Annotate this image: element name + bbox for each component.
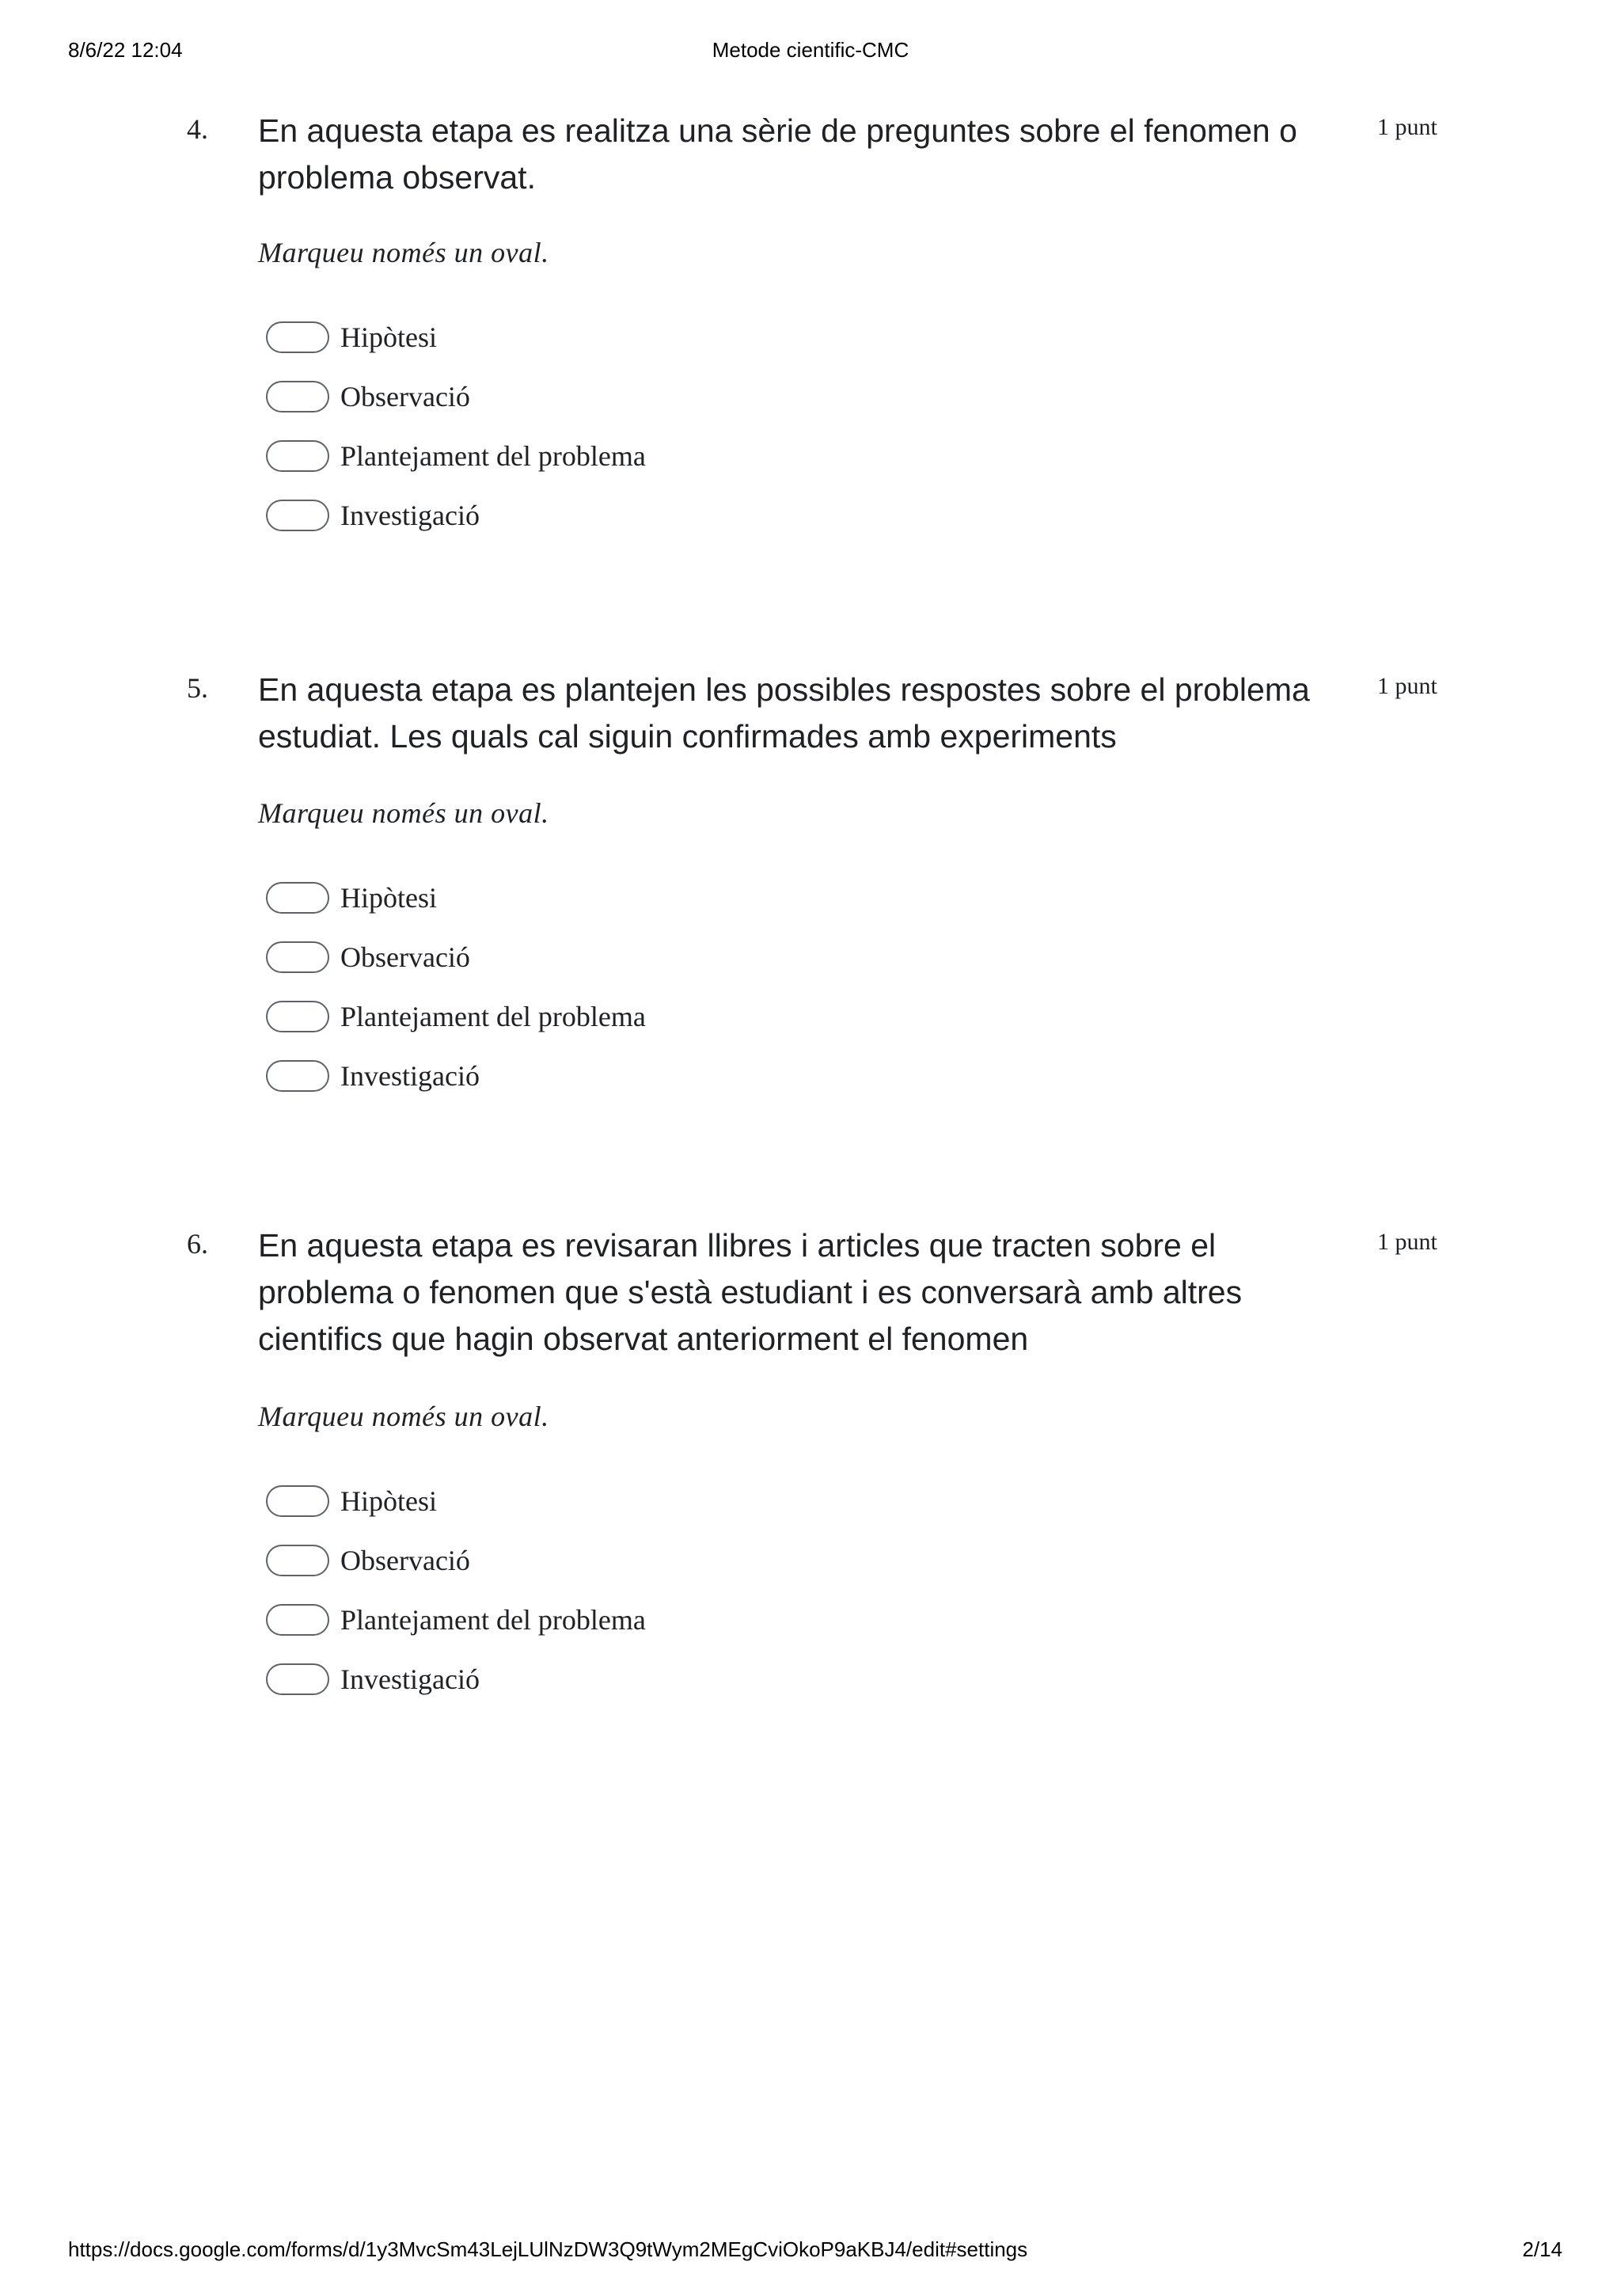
option-label: Observació [340, 1544, 470, 1576]
radio-oval[interactable] [266, 1001, 329, 1032]
print-page-number: 2/14 [1522, 2237, 1562, 2261]
question-number: 5. [187, 672, 208, 704]
option-label: Observació [340, 380, 470, 412]
question-text: En aquesta etapa es plantejen les possibles respostes sobre el problema estudiat. Les quals cal siguin confirmades amb experiments [258, 671, 1310, 755]
question-6 [0, 1222, 1621, 1721]
option-plantejament[interactable] [266, 1590, 646, 1649]
option-label: Hipòtesi [340, 1484, 437, 1517]
question-points: 1 punt [1377, 1229, 1437, 1255]
option-observacio[interactable] [266, 367, 646, 426]
option-investigacio[interactable] [266, 1649, 646, 1709]
radio-oval[interactable] [266, 440, 329, 472]
option-plantejament[interactable] [266, 426, 646, 485]
option-list [266, 307, 646, 545]
radio-oval[interactable] [266, 321, 329, 353]
option-label: Plantejament del problema [340, 1603, 646, 1636]
radio-oval[interactable] [266, 1485, 329, 1517]
radio-oval[interactable] [266, 941, 329, 973]
print-page-title: Metode cientific-CMC [712, 38, 909, 62]
print-datetime: 8/6/22 12:04 [68, 38, 183, 62]
print-url: https://docs.google.com/forms/d/1y3MvcSm43LejLUlNzDW3Q9tWym2MEgCviOkoP9aKBJ4/edit#settings [68, 2237, 1028, 2261]
option-label: Hipòtesi [340, 321, 437, 353]
radio-oval[interactable] [266, 1663, 329, 1695]
radio-oval[interactable] [266, 882, 329, 914]
option-plantejament[interactable] [266, 986, 646, 1046]
question-instruction: Marqueu només un oval. [258, 1401, 549, 1432]
radio-oval[interactable] [266, 500, 329, 531]
option-label: Investigació [340, 1663, 480, 1695]
option-investigacio[interactable] [266, 1046, 646, 1105]
option-list [266, 1471, 646, 1709]
question-number: 6. [187, 1228, 208, 1260]
option-hipotesi[interactable] [266, 1471, 646, 1530]
question-5 [0, 667, 1621, 1110]
radio-oval[interactable] [266, 1604, 329, 1636]
option-hipotesi[interactable] [266, 307, 646, 367]
question-instruction: Marqueu només un oval. [258, 237, 549, 268]
option-label: Investigació [340, 1059, 480, 1092]
question-points: 1 punt [1377, 673, 1437, 699]
question-points: 1 punt [1377, 114, 1437, 140]
option-label: Hipòtesi [340, 881, 437, 914]
question-text: En aquesta etapa es realitza una sèrie de preguntes sobre el fenomen o problema observat. [258, 112, 1297, 196]
option-investigacio[interactable] [266, 485, 646, 545]
radio-oval[interactable] [266, 1545, 329, 1576]
radio-oval[interactable] [266, 1060, 329, 1092]
option-label: Plantejament del problema [340, 439, 646, 472]
question-4 [0, 108, 1621, 551]
option-hipotesi[interactable] [266, 868, 646, 927]
option-list [266, 868, 646, 1105]
option-label: Plantejament del problema [340, 1000, 646, 1032]
question-number: 4. [187, 113, 208, 145]
question-text: En aquesta etapa es revisaran llibres i articles que tracten sobre el problema o fenomen que s'està estudiant i es conversarà amb altres cientifics que hagin observat anteriorment el fenomen [258, 1227, 1243, 1357]
option-label: Observació [340, 941, 470, 973]
question-instruction: Marqueu només un oval. [258, 797, 549, 829]
option-observacio[interactable] [266, 1530, 646, 1590]
option-observacio[interactable] [266, 927, 646, 986]
radio-oval[interactable] [266, 381, 329, 412]
option-label: Investigació [340, 499, 480, 531]
